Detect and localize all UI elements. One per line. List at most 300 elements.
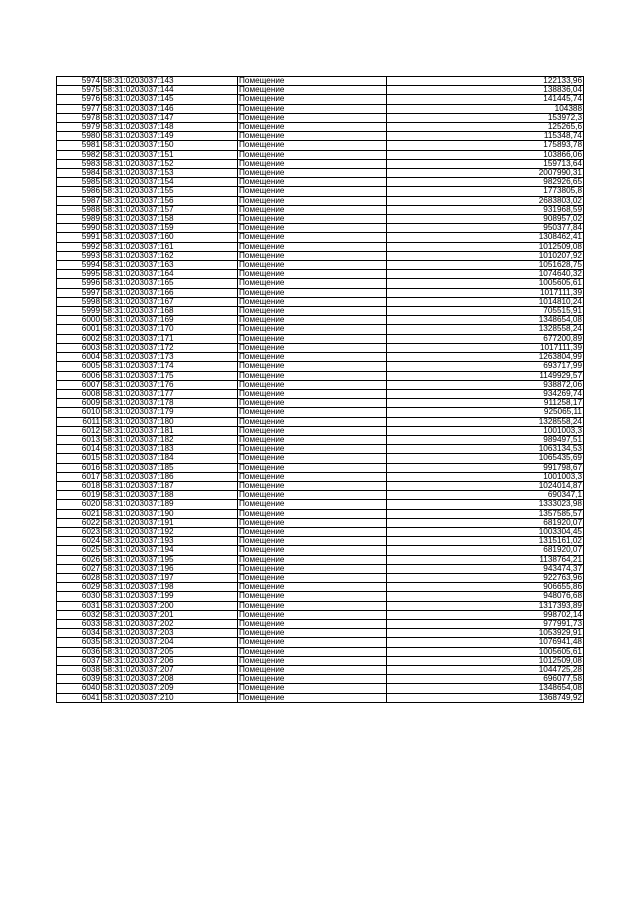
object-type-cell: Помещение (238, 389, 387, 398)
cadastral-value-cell: 1308462,41 (387, 233, 584, 242)
cadastral-number-cell: 58:31:0203037:151 (102, 150, 238, 159)
cadastral-number-cell: 58:31:0203037:204 (102, 638, 238, 647)
table-row (57, 546, 584, 555)
cadastral-value-cell: 122133,96 (387, 77, 584, 86)
object-type-cell: Помещение (238, 647, 387, 656)
table-row (57, 159, 584, 168)
cadastral-value-cell: 681920,07 (387, 518, 584, 527)
cadastral-number-cell: 58:31:0203037:157 (102, 205, 238, 214)
object-type-cell: Помещение (238, 445, 387, 454)
table-row (57, 196, 584, 205)
table-row (57, 527, 584, 536)
table-row (57, 77, 584, 86)
cadastral-value-cell: 998702,14 (387, 610, 584, 619)
cadastral-number-cell: 58:31:0203037:203 (102, 629, 238, 638)
cadastral-value-cell: 1065435,69 (387, 454, 584, 463)
cadastral-value-cell: 104388 (387, 104, 584, 113)
cadastral-value-cell: 1005605,61 (387, 647, 584, 656)
cadastral-value-cell: 922763,96 (387, 573, 584, 582)
cadastral-number-cell: 58:31:0203037:174 (102, 362, 238, 371)
table-row (57, 472, 584, 481)
object-type-cell: Помещение (238, 610, 387, 619)
row-number-cell: 6036 (57, 647, 102, 656)
cadastral-number-cell: 58:31:0203037:149 (102, 132, 238, 141)
table-row (57, 141, 584, 150)
table-row (57, 169, 584, 178)
row-number-cell: 6000 (57, 316, 102, 325)
table-row (57, 656, 584, 665)
cadastral-number-cell: 58:31:0203037:171 (102, 334, 238, 343)
table-row (57, 205, 584, 214)
table-row (57, 251, 584, 260)
object-type-cell: Помещение (238, 343, 387, 352)
row-number-cell: 6031 (57, 601, 102, 610)
object-type-cell: Помещение (238, 95, 387, 104)
object-type-cell: Помещение (238, 86, 387, 95)
table-row (57, 242, 584, 251)
row-number-cell: 6027 (57, 564, 102, 573)
cadastral-value-cell: 1001003,3 (387, 426, 584, 435)
object-type-cell: Помещение (238, 638, 387, 647)
cadastral-value-cell: 906655,86 (387, 583, 584, 592)
table-row (57, 215, 584, 224)
row-number-cell: 5986 (57, 187, 102, 196)
table-row (57, 509, 584, 518)
cadastral-value-cell: 1017111,39 (387, 343, 584, 352)
table-row (57, 334, 584, 343)
cadastral-number-cell: 58:31:0203037:180 (102, 417, 238, 426)
table-row (57, 445, 584, 454)
row-number-cell: 5999 (57, 307, 102, 316)
row-number-cell: 6004 (57, 353, 102, 362)
row-number-cell: 6035 (57, 638, 102, 647)
object-type-cell: Помещение (238, 77, 387, 86)
table-row (57, 491, 584, 500)
cadastral-value-cell: 1263804,99 (387, 353, 584, 362)
cadastral-value-cell: 693717,99 (387, 362, 584, 371)
cadastral-value-cell: 1138764,21 (387, 555, 584, 564)
cadastral-value-cell: 1328558,24 (387, 417, 584, 426)
cadastral-number-cell: 58:31:0203037:154 (102, 178, 238, 187)
row-number-cell: 5991 (57, 233, 102, 242)
cadastral-value-cell: 908957,02 (387, 215, 584, 224)
row-number-cell: 6018 (57, 481, 102, 490)
table-row (57, 297, 584, 306)
table-row (57, 610, 584, 619)
cadastral-number-cell: 58:31:0203037:193 (102, 537, 238, 546)
cadastral-number-cell: 58:31:0203037:152 (102, 159, 238, 168)
table-row (57, 113, 584, 122)
cadastral-number-cell: 58:31:0203037:183 (102, 445, 238, 454)
object-type-cell: Помещение (238, 196, 387, 205)
cadastral-number-cell: 58:31:0203037:147 (102, 113, 238, 122)
cadastral-value-cell: 977991,73 (387, 619, 584, 628)
cadastral-value-cell: 1348654,08 (387, 316, 584, 325)
table-row (57, 362, 584, 371)
table-row (57, 233, 584, 242)
object-type-cell: Помещение (238, 583, 387, 592)
row-number-cell: 6015 (57, 454, 102, 463)
cadastral-value-cell: 1001003,3 (387, 472, 584, 481)
cadastral-number-cell: 58:31:0203037:210 (102, 693, 238, 702)
row-number-cell: 5998 (57, 297, 102, 306)
table-row (57, 573, 584, 582)
cadastral-value-cell: 681920,07 (387, 546, 584, 555)
object-type-cell: Помещение (238, 224, 387, 233)
table-row (57, 353, 584, 362)
table-row (57, 389, 584, 398)
table-row (57, 500, 584, 509)
cadastral-value-cell: 1317393,89 (387, 601, 584, 610)
object-type-cell: Помещение (238, 426, 387, 435)
table-row (57, 178, 584, 187)
cadastral-value-cell: 1012509,08 (387, 242, 584, 251)
object-type-cell: Помещение (238, 316, 387, 325)
row-number-cell: 6016 (57, 463, 102, 472)
row-number-cell: 5994 (57, 261, 102, 270)
object-type-cell: Помещение (238, 113, 387, 122)
cadastral-number-cell: 58:31:0203037:150 (102, 141, 238, 150)
cadastral-value-cell: 690347,1 (387, 491, 584, 500)
table-row (57, 638, 584, 647)
cadastral-number-cell: 58:31:0203037:209 (102, 684, 238, 693)
cadastral-value-cell: 2007990,31 (387, 169, 584, 178)
row-number-cell: 6024 (57, 537, 102, 546)
object-type-cell: Помещение (238, 279, 387, 288)
cadastral-value-cell: 948076,68 (387, 592, 584, 601)
cadastral-number-cell: 58:31:0203037:168 (102, 307, 238, 316)
table-row (57, 601, 584, 610)
table-row (57, 583, 584, 592)
cadastral-value-cell: 2683803,02 (387, 196, 584, 205)
cadastral-number-cell: 58:31:0203037:207 (102, 666, 238, 675)
row-number-cell: 6012 (57, 426, 102, 435)
row-number-cell: 6011 (57, 417, 102, 426)
cadastral-value-cell: 991798,67 (387, 463, 584, 472)
cadastral-value-cell: 934269,74 (387, 389, 584, 398)
object-type-cell: Помещение (238, 399, 387, 408)
object-type-cell: Помещение (238, 325, 387, 334)
object-type-cell: Помещение (238, 141, 387, 150)
cadastral-number-cell: 58:31:0203037:200 (102, 601, 238, 610)
cadastral-value-cell: 1044725,28 (387, 666, 584, 675)
object-type-cell: Помещение (238, 371, 387, 380)
object-type-cell: Помещение (238, 592, 387, 601)
cadastral-number-cell: 58:31:0203037:158 (102, 215, 238, 224)
table-row (57, 564, 584, 573)
cadastral-value-cell: 1357585,57 (387, 509, 584, 518)
row-number-cell: 5983 (57, 159, 102, 168)
cadastral-number-cell: 58:31:0203037:170 (102, 325, 238, 334)
cadastral-number-cell: 58:31:0203037:177 (102, 389, 238, 398)
cadastral-number-cell: 58:31:0203037:166 (102, 288, 238, 297)
object-type-cell: Помещение (238, 159, 387, 168)
cadastral-number-cell: 58:31:0203037:155 (102, 187, 238, 196)
cadastral-number-cell: 58:31:0203037:191 (102, 518, 238, 527)
cadastral-value-cell: 1315161,02 (387, 537, 584, 546)
cadastral-value-cell: 1010207,92 (387, 251, 584, 260)
table-row (57, 435, 584, 444)
row-number-cell: 5977 (57, 104, 102, 113)
row-number-cell: 6029 (57, 583, 102, 592)
object-type-cell: Помещение (238, 288, 387, 297)
object-type-cell: Помещение (238, 132, 387, 141)
table-row (57, 693, 584, 702)
row-number-cell: 6017 (57, 472, 102, 481)
cadastral-number-cell: 58:31:0203037:188 (102, 491, 238, 500)
row-number-cell: 5996 (57, 279, 102, 288)
table-row (57, 187, 584, 196)
object-type-cell: Помещение (238, 527, 387, 536)
object-type-cell: Помещение (238, 169, 387, 178)
table-row (57, 619, 584, 628)
table-row (57, 104, 584, 113)
object-type-cell: Помещение (238, 417, 387, 426)
cadastral-number-cell: 58:31:0203037:189 (102, 500, 238, 509)
row-number-cell: 5979 (57, 123, 102, 132)
object-type-cell: Помещение (238, 509, 387, 518)
table-row (57, 454, 584, 463)
cadastral-number-cell: 58:31:0203037:146 (102, 104, 238, 113)
cadastral-value-cell: 138836,04 (387, 86, 584, 95)
object-type-cell: Помещение (238, 573, 387, 582)
row-number-cell: 6021 (57, 509, 102, 518)
cadastral-value-cell: 125265,6 (387, 123, 584, 132)
table-row (57, 279, 584, 288)
row-number-cell: 6025 (57, 546, 102, 555)
object-type-cell: Помещение (238, 518, 387, 527)
object-type-cell: Помещение (238, 537, 387, 546)
cadastral-number-cell: 58:31:0203037:169 (102, 316, 238, 325)
row-number-cell: 5984 (57, 169, 102, 178)
object-type-cell: Помещение (238, 233, 387, 242)
registry-table-body (57, 77, 584, 703)
cadastral-value-cell: 1773805,8 (387, 187, 584, 196)
cadastral-number-cell: 58:31:0203037:162 (102, 251, 238, 260)
object-type-cell: Помещение (238, 261, 387, 270)
row-number-cell: 6037 (57, 656, 102, 665)
cadastral-number-cell: 58:31:0203037:196 (102, 564, 238, 573)
cadastral-value-cell: 696077,58 (387, 675, 584, 684)
object-type-cell: Помещение (238, 656, 387, 665)
row-number-cell: 6032 (57, 610, 102, 619)
table-row (57, 647, 584, 656)
cadastral-number-cell: 58:31:0203037:182 (102, 435, 238, 444)
cadastral-value-cell: 1003304,45 (387, 527, 584, 536)
row-number-cell: 5990 (57, 224, 102, 233)
cadastral-number-cell: 58:31:0203037:145 (102, 95, 238, 104)
row-number-cell: 5987 (57, 196, 102, 205)
row-number-cell: 6026 (57, 555, 102, 564)
cadastral-number-cell: 58:31:0203037:206 (102, 656, 238, 665)
table-row (57, 481, 584, 490)
row-number-cell: 6033 (57, 619, 102, 628)
table-row (57, 629, 584, 638)
object-type-cell: Помещение (238, 601, 387, 610)
cadastral-number-cell: 58:31:0203037:167 (102, 297, 238, 306)
row-number-cell: 5997 (57, 288, 102, 297)
object-type-cell: Помещение (238, 472, 387, 481)
cadastral-value-cell: 1076941,48 (387, 638, 584, 647)
table-row (57, 537, 584, 546)
object-type-cell: Помещение (238, 362, 387, 371)
row-number-cell: 6039 (57, 675, 102, 684)
cadastral-number-cell: 58:31:0203037:156 (102, 196, 238, 205)
object-type-cell: Помещение (238, 629, 387, 638)
cadastral-number-cell: 58:31:0203037:175 (102, 371, 238, 380)
cadastral-number-cell: 58:31:0203037:205 (102, 647, 238, 656)
table-row (57, 426, 584, 435)
row-number-cell: 6014 (57, 445, 102, 454)
cadastral-value-cell: 677200,89 (387, 334, 584, 343)
table-row (57, 95, 584, 104)
object-type-cell: Помещение (238, 205, 387, 214)
row-number-cell: 6028 (57, 573, 102, 582)
object-type-cell: Помещение (238, 619, 387, 628)
cadastral-number-cell: 58:31:0203037:208 (102, 675, 238, 684)
cadastral-value-cell: 1014810,24 (387, 297, 584, 306)
cadastral-value-cell: 141445,74 (387, 95, 584, 104)
row-number-cell: 6041 (57, 693, 102, 702)
cadastral-number-cell: 58:31:0203037:187 (102, 481, 238, 490)
row-number-cell: 5975 (57, 86, 102, 95)
object-type-cell: Помещение (238, 104, 387, 113)
cadastral-number-cell: 58:31:0203037:194 (102, 546, 238, 555)
row-number-cell: 6006 (57, 371, 102, 380)
row-number-cell: 6023 (57, 527, 102, 536)
cadastral-value-cell: 1348654,08 (387, 684, 584, 693)
object-type-cell: Помещение (238, 270, 387, 279)
cadastral-number-cell: 58:31:0203037:186 (102, 472, 238, 481)
object-type-cell: Помещение (238, 187, 387, 196)
object-type-cell: Помещение (238, 546, 387, 555)
cadastral-number-cell: 58:31:0203037:159 (102, 224, 238, 233)
row-number-cell: 6007 (57, 380, 102, 389)
cadastral-value-cell: 103866,06 (387, 150, 584, 159)
cadastral-value-cell: 1017111,39 (387, 288, 584, 297)
cadastral-value-cell: 925065,11 (387, 408, 584, 417)
row-number-cell: 5976 (57, 95, 102, 104)
object-type-cell: Помещение (238, 150, 387, 159)
table-row (57, 316, 584, 325)
cadastral-value-cell: 931968,59 (387, 205, 584, 214)
table-row (57, 86, 584, 95)
cadastral-number-cell: 58:31:0203037:144 (102, 86, 238, 95)
cadastral-value-cell: 159713,64 (387, 159, 584, 168)
row-number-cell: 6009 (57, 399, 102, 408)
cadastral-value-cell: 950377,84 (387, 224, 584, 233)
cadastral-number-cell: 58:31:0203037:199 (102, 592, 238, 601)
row-number-cell: 5993 (57, 251, 102, 260)
cadastral-value-cell: 938872,06 (387, 380, 584, 389)
object-type-cell: Помещение (238, 500, 387, 509)
object-type-cell: Помещение (238, 380, 387, 389)
row-number-cell: 5995 (57, 270, 102, 279)
cadastral-number-cell: 58:31:0203037:160 (102, 233, 238, 242)
cadastral-number-cell: 58:31:0203037:165 (102, 279, 238, 288)
cadastral-value-cell: 1328558,24 (387, 325, 584, 334)
table-row (57, 132, 584, 141)
row-number-cell: 6002 (57, 334, 102, 343)
table-row (57, 307, 584, 316)
cadastral-value-cell: 943474,37 (387, 564, 584, 573)
cadastral-value-cell: 1368749,92 (387, 693, 584, 702)
object-type-cell: Помещение (238, 564, 387, 573)
object-type-cell: Помещение (238, 297, 387, 306)
object-type-cell: Помещение (238, 463, 387, 472)
cadastral-number-cell: 58:31:0203037:181 (102, 426, 238, 435)
row-number-cell: 5980 (57, 132, 102, 141)
table-row (57, 675, 584, 684)
cadastral-number-cell: 58:31:0203037:184 (102, 454, 238, 463)
object-type-cell: Помещение (238, 666, 387, 675)
table-row (57, 270, 584, 279)
cadastral-number-cell: 58:31:0203037:161 (102, 242, 238, 251)
table-row (57, 261, 584, 270)
object-type-cell: Помещение (238, 408, 387, 417)
table-row (57, 380, 584, 389)
cadastral-number-cell: 58:31:0203037:190 (102, 509, 238, 518)
row-number-cell: 5978 (57, 113, 102, 122)
row-number-cell: 5982 (57, 150, 102, 159)
row-number-cell: 6003 (57, 343, 102, 352)
row-number-cell: 6022 (57, 518, 102, 527)
row-number-cell: 5992 (57, 242, 102, 251)
cadastral-number-cell: 58:31:0203037:163 (102, 261, 238, 270)
object-type-cell: Помещение (238, 491, 387, 500)
cadastral-value-cell: 911258,17 (387, 399, 584, 408)
table-row (57, 123, 584, 132)
cadastral-number-cell: 58:31:0203037:198 (102, 583, 238, 592)
cadastral-number-cell: 58:31:0203037:153 (102, 169, 238, 178)
cadastral-value-cell: 115348,74 (387, 132, 584, 141)
table-row (57, 325, 584, 334)
table-row (57, 224, 584, 233)
cadastral-number-cell: 58:31:0203037:185 (102, 463, 238, 472)
table-row (57, 555, 584, 564)
cadastral-number-cell: 58:31:0203037:201 (102, 610, 238, 619)
row-number-cell: 5988 (57, 205, 102, 214)
row-number-cell: 6005 (57, 362, 102, 371)
object-type-cell: Помещение (238, 123, 387, 132)
cadastral-number-cell: 58:31:0203037:176 (102, 380, 238, 389)
row-number-cell: 6013 (57, 435, 102, 444)
object-type-cell: Помещение (238, 435, 387, 444)
row-number-cell: 5981 (57, 141, 102, 150)
cadastral-number-cell: 58:31:0203037:143 (102, 77, 238, 86)
object-type-cell: Помещение (238, 481, 387, 490)
object-type-cell: Помещение (238, 251, 387, 260)
cadastral-value-cell: 1063134,53 (387, 445, 584, 454)
row-number-cell: 6034 (57, 629, 102, 638)
table-row (57, 666, 584, 675)
row-number-cell: 6020 (57, 500, 102, 509)
table-row (57, 463, 584, 472)
row-number-cell: 5985 (57, 178, 102, 187)
cadastral-value-cell: 1005605,61 (387, 279, 584, 288)
table-row (57, 371, 584, 380)
object-type-cell: Помещение (238, 675, 387, 684)
object-type-cell: Помещение (238, 334, 387, 343)
table-row (57, 150, 584, 159)
object-type-cell: Помещение (238, 215, 387, 224)
table-row (57, 288, 584, 297)
cadastral-number-cell: 58:31:0203037:202 (102, 619, 238, 628)
object-type-cell: Помещение (238, 454, 387, 463)
table-row (57, 343, 584, 352)
row-number-cell: 6019 (57, 491, 102, 500)
cadastral-value-cell: 1074640,32 (387, 270, 584, 279)
